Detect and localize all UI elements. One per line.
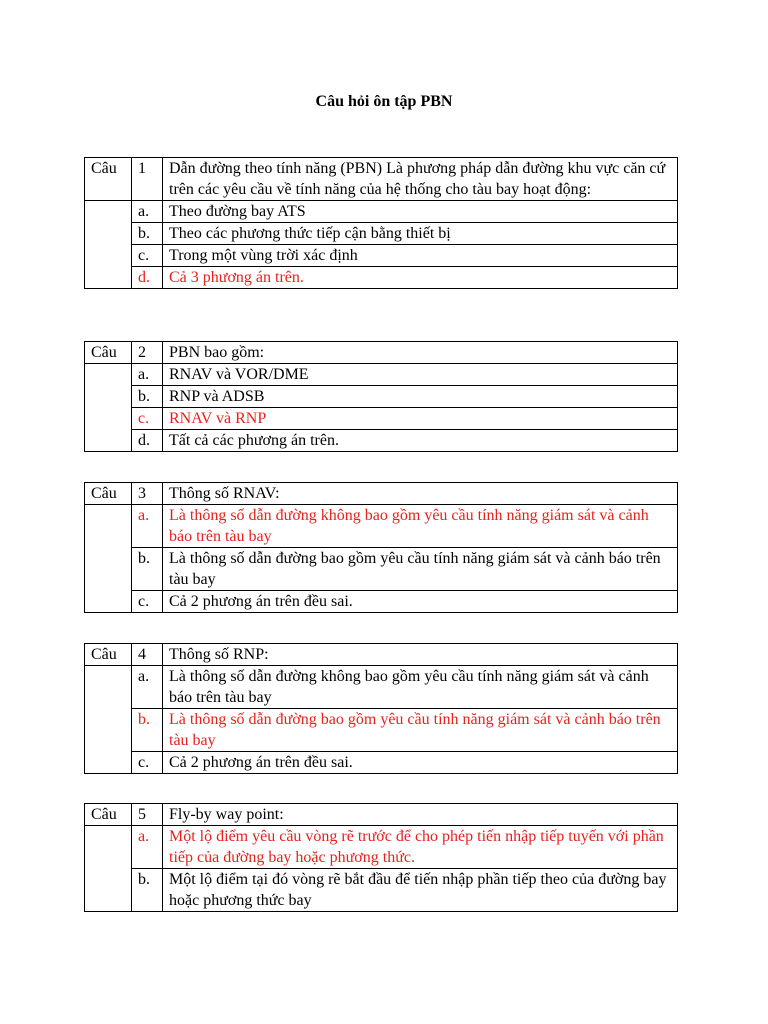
question-label: Câu <box>85 644 132 666</box>
option-row <box>85 505 678 548</box>
option-row <box>85 364 678 386</box>
question-table <box>84 803 678 912</box>
option-letter: c. <box>132 591 163 613</box>
option-text: Theo các phương thức tiếp cận bằng thiết bị <box>163 223 678 245</box>
option-text: Cả 2 phương án trên đều sai. <box>163 591 678 613</box>
option-letter: c. <box>132 408 163 430</box>
question-number: 1 <box>132 158 163 201</box>
option-letter: a. <box>132 201 163 223</box>
question-row <box>85 158 678 201</box>
question-table <box>84 341 678 452</box>
option-row <box>85 267 678 289</box>
option-text: Là thông số dẫn đường không bao gồm yêu cầu tính năng giám sát và cảnh báo trên tàu bay <box>163 666 678 709</box>
option-text: Cả 2 phương án trên đều sai. <box>163 752 678 774</box>
question-text: Thông số RNAV: <box>163 483 678 505</box>
option-row <box>85 408 678 430</box>
option-text: Tất cả các phương án trên. <box>163 430 678 452</box>
option-text: Là thông số dẫn đường không bao gồm yêu cầu tính năng giám sát và cảnh báo trên tàu bay <box>163 505 678 548</box>
question-row <box>85 804 678 826</box>
empty-cell <box>85 826 132 912</box>
option-letter: b. <box>132 548 163 591</box>
option-text: Một lộ điểm tại đó vòng rẽ bắt đầu để tiến nhập phần tiếp theo của đường bay hoặc phương thức bay <box>163 869 678 912</box>
question-number: 2 <box>132 342 163 364</box>
question-label: Câu <box>85 342 132 364</box>
empty-cell <box>85 666 132 774</box>
option-text: RNAV và VOR/DME <box>163 364 678 386</box>
option-letter: b. <box>132 386 163 408</box>
option-letter: a. <box>132 364 163 386</box>
option-text: Trong một vùng trời xác định <box>163 245 678 267</box>
question-table <box>84 643 678 774</box>
option-text: Theo đường bay ATS <box>163 201 678 223</box>
option-row <box>85 245 678 267</box>
option-row <box>85 548 678 591</box>
option-letter: c. <box>132 752 163 774</box>
option-text: RNAV và RNP <box>163 408 678 430</box>
option-row <box>85 591 678 613</box>
question-text: Thông số RNP: <box>163 644 678 666</box>
option-row <box>85 752 678 774</box>
option-text: RNP và ADSB <box>163 386 678 408</box>
option-row <box>85 869 678 912</box>
question-number: 4 <box>132 644 163 666</box>
page-title: Câu hỏi ôn tập PBN <box>315 93 453 110</box>
question-table <box>84 482 678 613</box>
question-text: PBN bao gồm: <box>163 342 678 364</box>
question-number: 5 <box>132 804 163 826</box>
question-label: Câu <box>85 483 132 505</box>
question-row <box>85 342 678 364</box>
option-row <box>85 709 678 752</box>
option-letter: a. <box>132 505 163 548</box>
question-label: Câu <box>85 804 132 826</box>
option-row <box>85 386 678 408</box>
question-text: Fly-by way point: <box>163 804 678 826</box>
option-row <box>85 826 678 869</box>
option-letter: a. <box>132 666 163 709</box>
option-letter: b. <box>132 223 163 245</box>
option-letter: d. <box>132 430 163 452</box>
option-row <box>85 430 678 452</box>
option-row <box>85 201 678 223</box>
option-row <box>85 666 678 709</box>
option-letter: b. <box>132 869 163 912</box>
question-number: 3 <box>132 483 163 505</box>
empty-cell <box>85 364 132 452</box>
empty-cell <box>85 505 132 613</box>
question-label: Câu <box>85 158 132 201</box>
option-letter: c. <box>132 245 163 267</box>
question-text: Dẫn đường theo tính năng (PBN) Là phương pháp dẫn đường khu vực căn cứ trên các yêu cầu về tính năng của hệ thống cho tàu bay hoạt động: <box>163 158 678 201</box>
option-text: Cả 3 phương án trên. <box>163 267 678 289</box>
option-letter: d. <box>132 267 163 289</box>
empty-cell <box>85 201 132 289</box>
option-text: Là thông số dẫn đường bao gồm yêu cầu tính năng giám sát và cảnh báo trên tàu bay <box>163 548 678 591</box>
option-text: Một lộ điểm yêu cầu vòng rẽ trước để cho phép tiến nhập tiếp tuyến với phần tiếp của đường bay hoặc phương thức. <box>163 826 678 869</box>
option-letter: b. <box>132 709 163 752</box>
option-row <box>85 223 678 245</box>
question-row <box>85 483 678 505</box>
option-text: Là thông số dẫn đường bao gồm yêu cầu tính năng giám sát và cảnh báo trên tàu bay <box>163 709 678 752</box>
option-letter: a. <box>132 826 163 869</box>
question-row <box>85 644 678 666</box>
question-table <box>84 157 678 289</box>
